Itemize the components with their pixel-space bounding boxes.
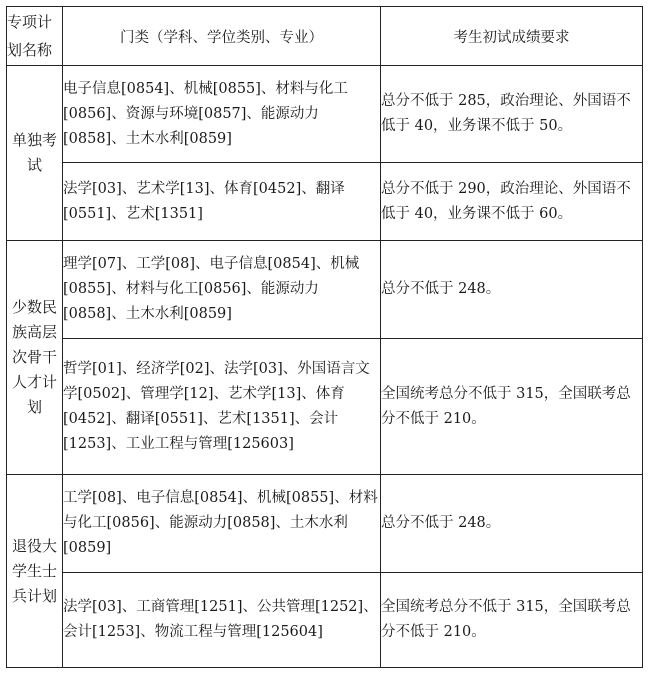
header-category: 门类（学科、学位类别、专业） <box>63 7 381 66</box>
category-cell: 理学[07]、工学[08]、电子信息[0854]、机械[0855]、材料与化工[0856]、能源动力[0858]、土木水利[0859] <box>63 241 381 339</box>
score-requirement-cell: 总分不低于 285，政治理论、外国语不低于 40，业务课不低于 50。 <box>381 66 643 163</box>
table-row <box>7 66 643 163</box>
score-requirement-cell: 总分不低于 290，政治理论、外国语不低于 40，业务课不低于 60。 <box>381 163 643 241</box>
header-row <box>7 7 643 66</box>
category-cell: 工学[08]、电子信息[0854]、机械[0855]、材料与化工[0856]、能源动力[0858]、土木水利[0859] <box>63 475 381 573</box>
header-plan-name: 专项计划名称 <box>7 7 63 66</box>
table-row <box>7 241 643 339</box>
plan-name-veteran-students: 退役大学生士兵计划 <box>7 475 63 668</box>
header-score-requirement: 考生初试成绩要求 <box>381 7 643 66</box>
plan-name-minority-talent: 少数民族高层次骨干人才计划 <box>7 241 63 475</box>
table-row <box>7 475 643 573</box>
category-cell: 哲学[01]、经济学[02]、法学[03]、外国语言文学[0502]、管理学[12]、艺术学[13]、体育[0452]、翻译[0551]、艺术[1351]、会计[1253]、工业工程与管理[125603] <box>63 339 381 475</box>
plan-name-independent-exam: 单独考试 <box>7 66 63 241</box>
table-row <box>7 163 643 241</box>
table-row <box>7 339 643 475</box>
category-cell: 法学[03]、工商管理[1251]、公共管理[1252]、会计[1253]、物流工程与管理[125604] <box>63 573 381 668</box>
category-cell: 法学[03]、艺术学[13]、体育[0452]、翻译[0551]、艺术[1351] <box>63 163 381 241</box>
table-row <box>7 573 643 668</box>
score-requirement-cell: 总分不低于 248。 <box>381 475 643 573</box>
score-requirement-cell: 全国统考总分不低于 315，全国联考总分不低于 210。 <box>381 339 643 475</box>
requirements-table <box>6 6 643 668</box>
category-cell: 电子信息[0854]、机械[0855]、材料与化工[0856]、资源与环境[0857]、能源动力[0858]、土木水利[0859] <box>63 66 381 163</box>
score-requirement-cell: 总分不低于 248。 <box>381 241 643 339</box>
score-requirement-cell: 全国统考总分不低于 315，全国联考总分不低于 210。 <box>381 573 643 668</box>
